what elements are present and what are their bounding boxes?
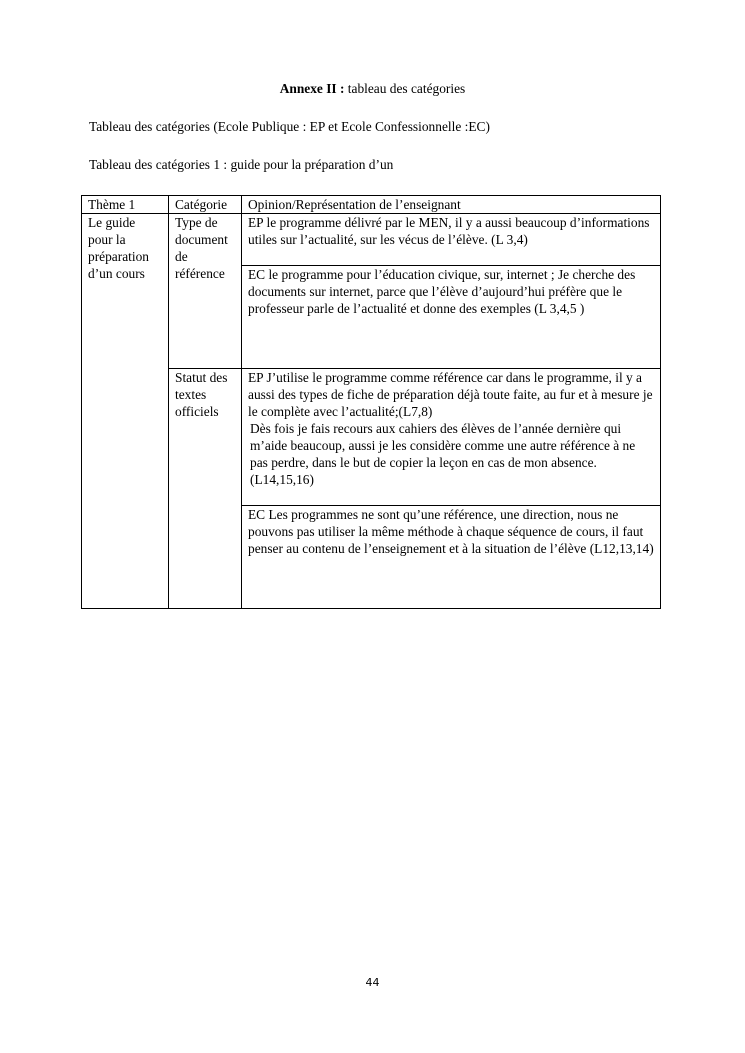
opinion-statut-ec: EC Les programmes ne sont qu’une référence, une direction, nous ne pouvons pas utiliser la même méthode à chaque séquence de cours, il faut penser au contenu de l’enseignement et à la situation de l’élève (L12,13,14)	[242, 506, 661, 609]
table-header-row	[82, 196, 661, 214]
category-statut-textes: Statut des textes officiels	[169, 369, 242, 609]
categories-table	[81, 195, 661, 609]
category-type-document: Type de document de référence	[169, 214, 242, 369]
annex-title	[0, 81, 745, 97]
opinion-statut-ep	[242, 369, 661, 506]
theme-cell: Le guide pour la préparation d’un cours	[82, 214, 169, 609]
table-row	[82, 369, 661, 506]
opinion-statut-ep-part1: EP J’utilise le programme comme référence car dans le programme, il y a aussi des types de fiche de préparation déjà toute faite, au fur et à mesure je le complète avec l’actualité;(L7,8)	[248, 370, 653, 419]
opinion-statut-ep-part2: Dès fois je fais recours aux cahiers des élèves de l’année dernière qui m’aide beaucoup, aussi je les considère comme une autre référence à ne pas perdre, dans le but de copier la leçon en cas de mon absence. (L14,15,16)	[250, 421, 636, 487]
table-caption: Tableau des catégories 1 : guide pour la préparation d’un	[89, 157, 394, 172]
table-row	[82, 214, 661, 266]
opinion-type-ec: EC le programme pour l’éducation civique, sur, internet ; Je cherche des documents sur internet, parce que l’élève d’aujourd’hui préfère que le professeur parle de l’actualité et donne des exemples (L 3,4,5 )	[242, 266, 661, 369]
page-number: 44	[365, 976, 380, 989]
intro-paragraph: Tableau des catégories (Ecole Publique : EP et Ecole Confessionnelle :EC)	[89, 119, 490, 134]
header-category: Catégorie	[169, 196, 242, 214]
opinion-type-ep: EP le programme délivré par le MEN, il y a aussi beaucoup d’informations utiles sur l’actualité, sur les vécus de l’élève. (L 3,4)	[242, 214, 661, 266]
annex-title-bold: Annexe II :	[279, 81, 345, 96]
header-theme: Thème 1	[82, 196, 169, 214]
header-opinion: Opinion/Représentation de l’enseignant	[242, 196, 661, 214]
annex-title-rest: tableau des catégories	[344, 81, 466, 96]
